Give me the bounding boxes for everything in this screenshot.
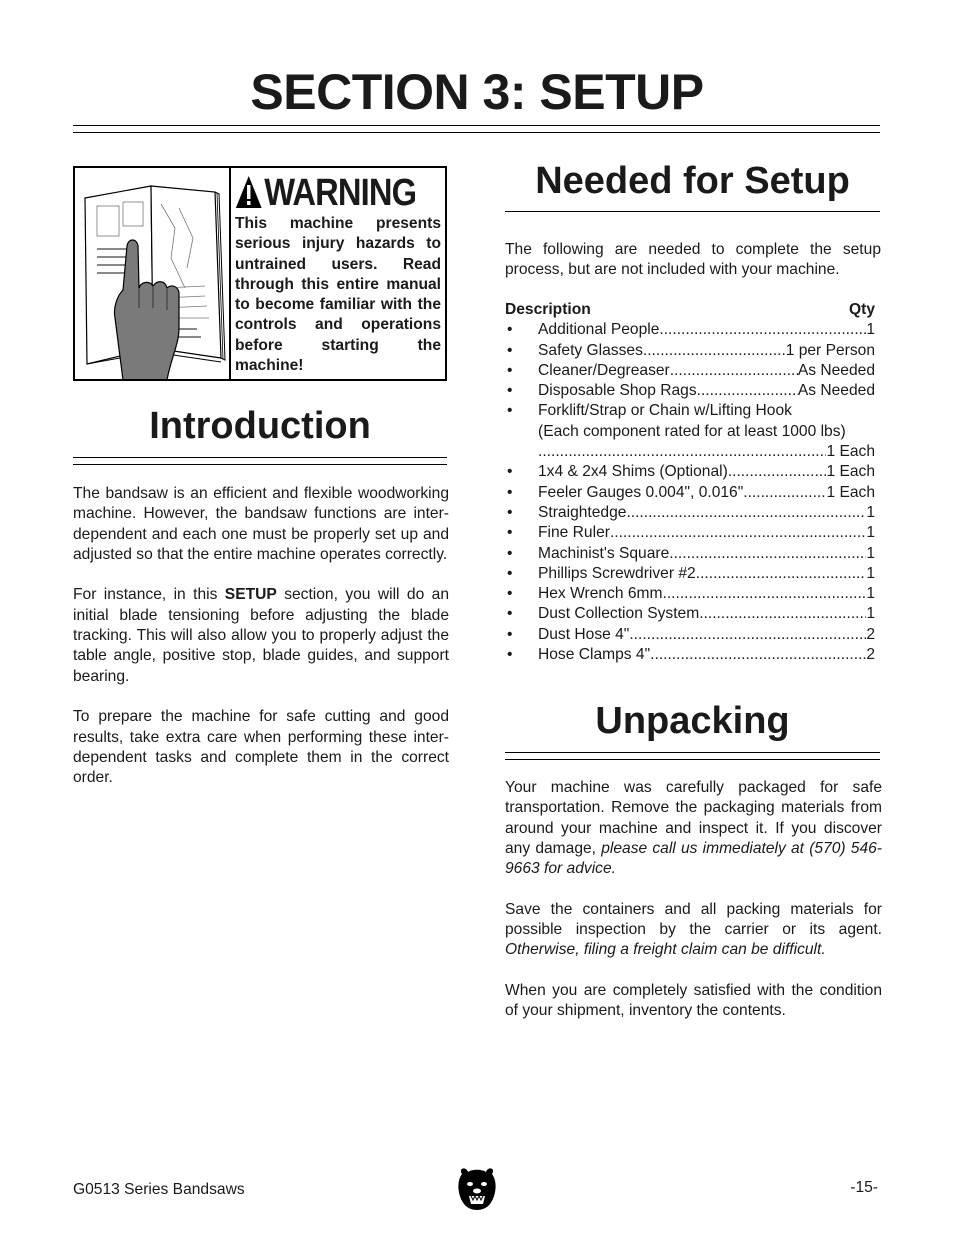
item-qty: 1 (866, 605, 875, 623)
item-description: Forklift/Strap or Chain w/Lifting Hook (538, 402, 792, 420)
needed-list-header (505, 300, 875, 320)
needed-intro: The following are needed to complete the setup process, but are not included with your machine. (505, 241, 881, 279)
bullet: • (507, 341, 513, 359)
needed-list-item (505, 584, 875, 604)
warning-heading-label: WARNING (264, 172, 417, 214)
leader-dots (643, 341, 786, 361)
item-description-2: (Each component rated for at least 1000 lbs) (538, 422, 846, 440)
item-qty: 2 (866, 646, 875, 664)
item-description: Feeler Gauges 0.004", 0.016" (538, 483, 744, 501)
bullet: • (507, 382, 513, 400)
warning-text: This machine presents serious injury hazards to untrained users. Read through this entire manual to become familiar with the controls and operations before starting the machine! (235, 215, 441, 375)
needed-list (505, 300, 875, 665)
leader-dots (728, 462, 827, 482)
page-title: SECTION 3: SETUP (250, 64, 704, 120)
item-qty: As Needed (797, 361, 875, 379)
introduction-body (73, 484, 449, 809)
item-qty: 1 (866, 544, 875, 562)
item-description: Safety Glasses (538, 341, 643, 359)
needed-list-item (505, 401, 875, 421)
leader-dots (663, 584, 867, 604)
item-qty: 1 (866, 564, 875, 582)
needed-list-item (505, 564, 875, 584)
introduction-paragraph-2 (73, 585, 449, 686)
unpacking-p2-italic: Otherwise, filing a freight claim can be difficult. (505, 941, 826, 959)
bullet: • (507, 361, 513, 379)
col-description: Description (505, 301, 591, 318)
item-description: Dust Hose 4" (538, 625, 630, 643)
bullet: • (507, 503, 513, 521)
leader-dots (670, 361, 798, 381)
needed-list-item (505, 523, 875, 543)
item-description: Phillips Screwdriver #2 (538, 564, 696, 582)
needed-list-item (505, 341, 875, 361)
item-description: 1x4 & 2x4 Shims (Optional) (538, 463, 728, 481)
leader-dots (629, 625, 866, 645)
item-description: Cleaner/Degreaser (538, 361, 670, 379)
introduction-paragraph-3: To prepare the machine for safe cutting and good results, take extra care when performing these inter-dependent tasks and complete them in the correct order. (73, 708, 449, 787)
bullet: • (507, 524, 513, 542)
unpacking-paragraph-3: When you are completely satisfied with the condition of your shipment, inventory the contents. (505, 981, 882, 1020)
item-description: Straightedge (538, 503, 627, 521)
item-description: Additional People (538, 321, 660, 339)
unpacking-p2-normal: Save the containers and all packing materials for possible inspection by the carrier or its agent. (505, 900, 882, 939)
leader-dots (743, 483, 826, 503)
title-rule (73, 125, 880, 133)
leader-dots (669, 544, 866, 564)
needed-list-item (505, 381, 875, 401)
item-description: Dust Collection System (538, 605, 700, 623)
bullet: • (507, 605, 513, 623)
item-qty: 2 (866, 625, 875, 643)
unpacking-paragraph-1 (505, 778, 882, 879)
needed-list-item (505, 361, 875, 381)
item-description: Machinist's Square (538, 544, 670, 562)
needed-list-item (505, 645, 875, 665)
unpacking-rule (505, 752, 880, 760)
introduction-heading: Introduction (149, 405, 371, 447)
col-qty: Qty (849, 301, 875, 318)
needed-list-item-continuation (505, 422, 875, 442)
needed-heading: Needed for Setup (535, 160, 850, 202)
bullet: • (507, 646, 513, 664)
leader-dots (626, 503, 866, 523)
item-description: Disposable Shop Rags (538, 382, 697, 400)
bullet: • (507, 321, 513, 339)
bullet: • (507, 402, 513, 420)
bullet: • (507, 625, 513, 643)
introduction-p2-after: section, you will do an initial blade tensioning before adjusting the blade tracking. This will also allow you to properly adjust the table angle, positive stop, blade guides, and support bearing. (73, 586, 449, 685)
unpacking-body (505, 778, 882, 1042)
manual-reading-hand-icon (75, 168, 229, 379)
leader-dots (659, 320, 866, 340)
bullet: • (507, 564, 513, 582)
bullet: • (507, 463, 513, 481)
leader-dots (650, 645, 866, 665)
introduction-p2-before: For instance, in this (73, 586, 225, 604)
footer-logo (456, 1166, 498, 1212)
footer-right: -15- (850, 1179, 878, 1196)
needed-list-item (505, 483, 875, 503)
item-qty: 1 per Person (785, 341, 875, 359)
needed-list-item (505, 544, 875, 564)
item-qty: 1 Each (826, 463, 875, 481)
bullet: • (507, 483, 513, 501)
leader-dots (538, 442, 826, 462)
footer-left: G0513 Series Bandsaws (73, 1181, 245, 1198)
needed-list-item (505, 503, 875, 523)
item-description: Hex Wrench 6mm (538, 585, 663, 603)
item-description: Fine Ruler (538, 524, 610, 542)
bear-logo-icon (456, 1166, 498, 1212)
leader-dots (697, 381, 798, 401)
bullet: • (507, 585, 513, 603)
introduction-p2-bold: SETUP (224, 586, 277, 604)
needed-list-item-qty-line (505, 442, 875, 462)
introduction-paragraph-1: The bandsaw is an efficient and flexible woodworking machine. However, the bandsaw functions are inter-dependent and each one must be properly set up and adjusted so that the entire machine operates correctly. (73, 485, 449, 563)
needed-list-item (505, 462, 875, 482)
leader-dots (610, 523, 866, 543)
warning-heading (235, 172, 416, 214)
needed-list-item (505, 320, 875, 340)
unpacking-p1-italic: please call us immediately at (570) 546-9663 for advice. (505, 839, 882, 878)
needed-list-item (505, 604, 875, 624)
unpacking-heading: Unpacking (595, 700, 790, 742)
item-qty: 1 (866, 503, 875, 521)
item-qty: As Needed (797, 382, 875, 400)
item-qty: 1 Each (826, 483, 875, 501)
item-qty: 1 (866, 585, 875, 603)
leader-dots (696, 564, 867, 584)
introduction-rule (73, 457, 447, 465)
item-description: Hose Clamps 4" (538, 646, 651, 664)
item-qty: 1 (866, 524, 875, 542)
leader-dots (699, 604, 866, 624)
bullet: • (507, 544, 513, 562)
warning-triangle-icon (235, 175, 263, 209)
unpacking-paragraph-2 (505, 900, 882, 961)
item-qty: 1 Each (826, 443, 875, 461)
warning-illustration (75, 168, 231, 379)
unpacking-p1-normal: Your machine was carefully packaged for safe transportation. Remove the packaging materials from around your machine and inspect it. If you discover any damage, (505, 779, 882, 857)
needed-list-item (505, 625, 875, 645)
warning-box (73, 166, 447, 381)
item-qty: 1 (866, 321, 875, 339)
needed-rule (505, 211, 880, 212)
